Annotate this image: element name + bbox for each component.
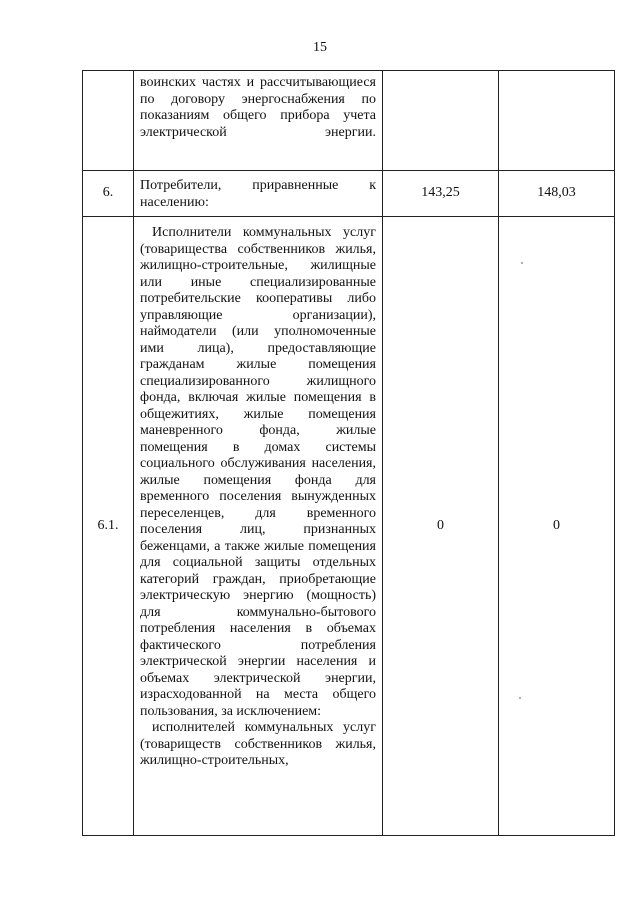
row-description — [134, 217, 383, 836]
table-row — [83, 171, 615, 217]
row-number — [83, 71, 134, 171]
scan-speck — [519, 697, 521, 699]
row-paragraph: Исполнители коммунальных услуг (товарищества собственников жилья, жилищно-строительные, жилищные или иные специализированные потребительские кооперативы либо управляющие организации), наймодатели (или уполномоченные ими лица), предоставляющие гражданам жилые помещения специализированного жилищного фонда, включая жилые помещения в общежитиях, жилые помещения маневренного фонда, жилые помещения в домах системы социального обслуживания населения, жилые помещения фонда для временного поселения вынужденных переселенцев, для временного поселения лиц, признанных беженцами, а также жилые помещения для социальной защиты отдельных категорий граждан, приобретающие электрическую энергию (мощность) для коммунально-бытового потребления населения в объемах фактического потребления электрической энергии населения и объемах электрической энергии, израсходованной на места общего пользования, за исключением: — [140, 225, 376, 719]
table-row — [83, 71, 615, 171]
row-value-2: 0 — [499, 217, 615, 836]
tariff-table — [82, 70, 615, 836]
row-description: Потребители, приравненные к населению: — [134, 171, 383, 217]
page-number: 15 — [313, 40, 327, 55]
row-value-2 — [499, 71, 615, 171]
scan-speck — [521, 262, 523, 264]
row-value-1 — [383, 71, 499, 171]
table-row — [83, 217, 615, 836]
row-value-1: 0 — [383, 217, 499, 836]
row-value-2: 148,03 — [499, 171, 615, 217]
row-value-1: 143,25 — [383, 171, 499, 217]
row-number: 6. — [83, 171, 134, 217]
row-description: воинских частях и рассчитывающиеся по договору энергоснабжения по показаниям общего прибора учета электрической энергии. — [134, 71, 383, 171]
row-number: 6.1. — [83, 217, 134, 836]
row-paragraph-continued: исполнителей коммунальных услуг (товариществ собственников жилья, жилищно-строительных, — [140, 720, 376, 768]
